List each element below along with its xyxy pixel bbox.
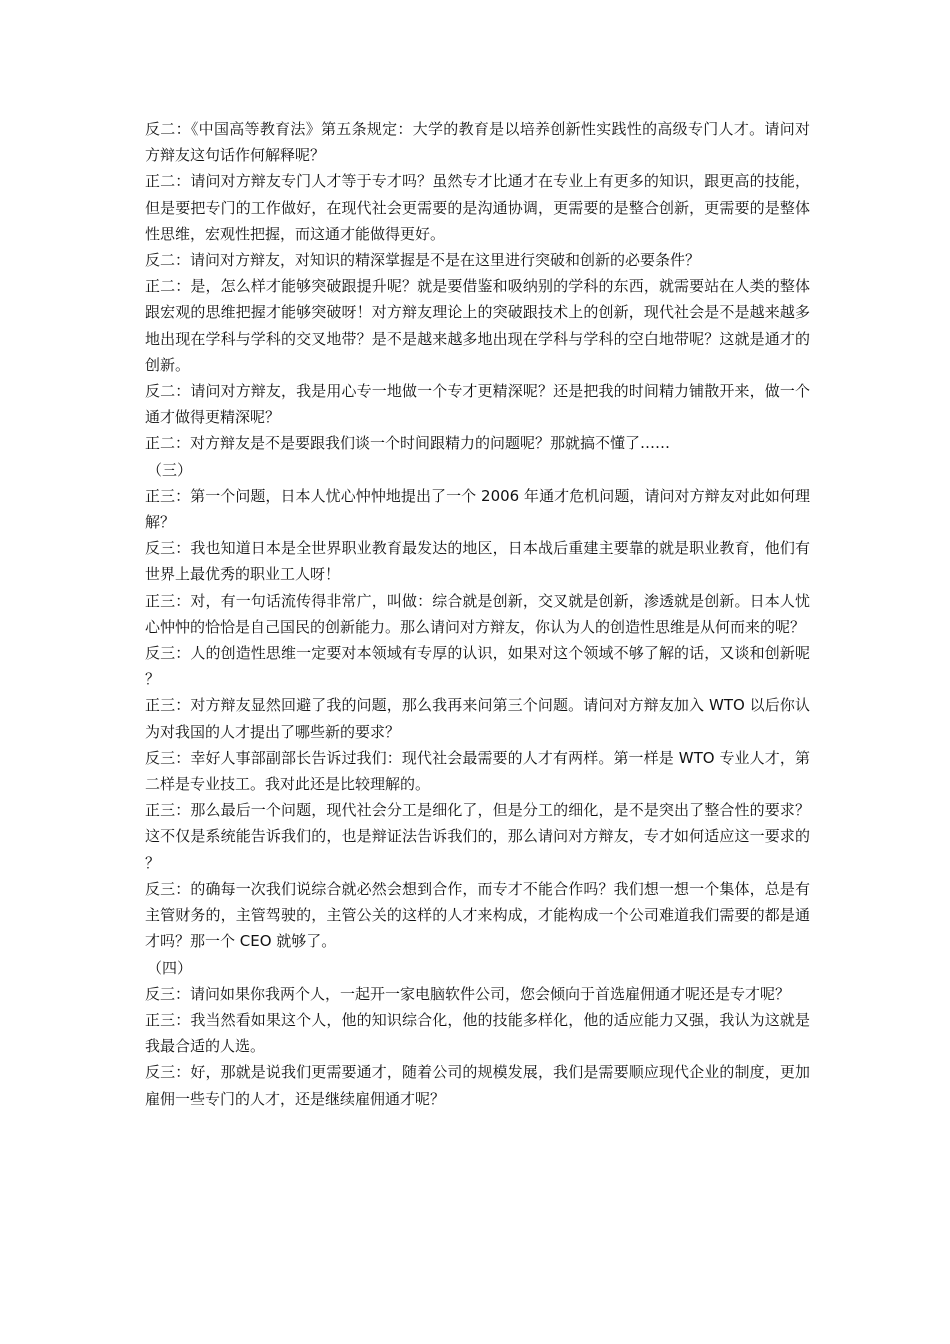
paragraph-fan2-question-2: 反二：请问对方辩友，对知识的精深掌握是不是在这里进行突破和创新的必要条件？	[145, 251, 701, 270]
paragraph-fan3-question-1: 反三：请问如果你我两个人，一起开一家电脑软件公司，您会倾向于首选雇佣通才呢还是专才呢？	[145, 984, 791, 1003]
paragraph-fan3-answer-4: 反三：的确每一次我们说综合就必然会想到合作，而专才不能合作吗？我们想一想一个集体，总是有主管财务的，主管驾驶的，主管公关的这样的人才来构成，才能构成一个公司难道我们需要的都是通才吗？那一个 CEO 就够了。	[145, 879, 810, 951]
paragraph-zheng3-question-4: 正三：那么最后一个问题，现代社会分工是细化了，但是分工的细化，是不是突出了整合性的要求？这不仅是系统能告诉我们的，也是辩证法告诉我们的，那么请问对方辩友，专才如何适应这一要求的？	[145, 801, 810, 872]
paragraph-zheng3-question-2: 正三：对，有一句话流传得非常广，叫做：综合就是创新，交叉就是创新，渗透就是创新。日本人忧心忡忡的恰恰是自己国民的创新能力。那么请问对方辩友，你认为人的创造性思维是从何而来的呢？	[145, 591, 810, 636]
paragraph-fan3-answer-1: 反三：我也知道日本是全世界职业教育最发达的地区，日本战后重建主要靠的就是职业教育，他们有世界上最优秀的职业工人呀！	[145, 539, 810, 584]
paragraph-fan3-answer-3: 反三：幸好人事部副部长告诉过我们：现代社会最需要的人才有两样。第一样是 WTO 专业人才，第二样是专业技工。我对此还是比较理解的。	[145, 748, 810, 794]
section-heading-3: （三）	[147, 460, 193, 479]
paragraph-zheng2-answer-1: 正二：请问对方辩友专门人才等于专才吗？虽然专才比通才在专业上有更多的知识，跟更高的技能，但是要把专门的工作做好，在现代社会更需要的是沟通协调，更需要的是整合创新，更需要的是整体性思维，宏观性把握，而这通才能做得更好。	[145, 172, 810, 243]
paragraph-zheng3-question-1: 正三：第一个问题，日本人忧心忡忡地提出了一个 2006 年通才危机问题，请问对方辩友对此如何理解？	[145, 486, 810, 532]
paragraph-fan3-answer-2: 反三：人的创造性思维一定要对本领域有专厚的认识，如果对这个领域不够了解的话，又谈和创新呢？	[145, 644, 810, 689]
paragraph-zheng3-question-3: 正三：对方辩友显然回避了我的问题，那么我再来问第三个问题。请问对方辩友加入 WTO 以后你认为对我国的人才提出了哪些新的要求？	[145, 696, 810, 741]
paragraph-fan2-question-1: 反二：《中国高等教育法》第五条规定：大学的教育是以培养创新性实践性的高级专门人才。请问对方辩友这句话作何解释呢？	[145, 120, 810, 165]
paragraph-zheng2-answer-2: 正二：是，怎么样才能够突破跟提升呢？就是要借鉴和吸纳别的学科的东西，就需要站在人类的整体跟宏观的思维把握才能够突破呀！对方辩友理论上的突破跟技术上的创新，现代社会是不是越来越多地出现在学科与学科的交叉地带？是不是越来越多地出现在学科与学科的空白地带呢？这就是通才的创新。	[145, 277, 810, 374]
paragraph-fan2-question-3: 反二：请问对方辩友，我是用心专一地做一个专才更精深呢？还是把我的时间精力铺散开来，做一个通才做得更精深呢？	[145, 382, 810, 427]
paragraph-fan3-question-2: 反三：好，那就是说我们更需要通才，随着公司的规模发展，我们是需要顺应现代企业的制度，更加雇佣一些专门的人才，还是继续雇佣通才呢？	[145, 1063, 810, 1108]
section-heading-4: （四）	[147, 958, 193, 977]
paragraph-zheng3-answer-1: 正三：我当然看如果这个人，他的知识综合化，他的技能多样化，他的适应能力又强，我认为这就是我最合适的人选。	[145, 1010, 810, 1056]
paragraph-zheng2-answer-3: 正二：对方辩友是不是要跟我们谈一个时间跟精力的问题呢？那就搞不懂了……	[145, 434, 671, 453]
document-body	[145, 116, 810, 1112]
